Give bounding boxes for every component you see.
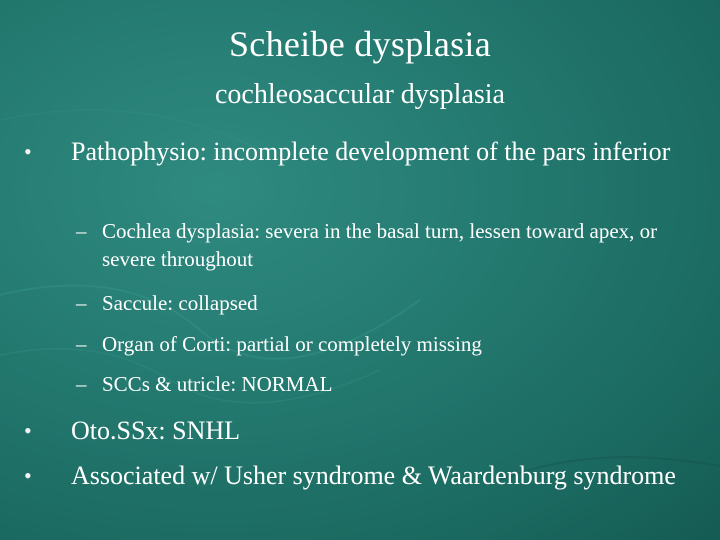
dash-marker: – <box>76 372 87 396</box>
bullet-marker: • <box>24 418 32 443</box>
bullet-otossx <box>24 414 704 447</box>
sub-bullet-saccule <box>76 289 706 317</box>
sub-bullet-cochlea <box>76 217 706 273</box>
sub-bullet-organ-of-corti <box>76 330 706 358</box>
sub-bullet-text: Organ of Corti: partial or completely missing <box>102 332 482 356</box>
bullet-marker: • <box>24 139 32 164</box>
dash-marker: – <box>76 332 87 356</box>
slide-title: Scheibe dysplasia <box>228 24 492 64</box>
dash-marker: – <box>76 291 87 315</box>
bullet-text: Associated w/ Usher syndrome & Waardenburg syndrome <box>71 461 676 490</box>
sub-bullet-text: SCCs & utricle: NORMAL <box>102 372 333 396</box>
bullet-text: Oto.SSx: SNHL <box>71 416 241 445</box>
bullet-marker: • <box>24 463 32 488</box>
dash-marker: – <box>76 219 87 243</box>
sub-bullet-sccs-utricle <box>76 370 706 398</box>
slide-subtitle: cochleosaccular dysplasia <box>215 79 505 110</box>
sub-bullet-text: Cochlea dysplasia: severa in the basal turn, lessen toward apex, or severe throughout <box>102 219 658 271</box>
bullet-text: Pathophysio: incomplete development of the pars inferior <box>71 137 671 166</box>
bullet-pathophysio <box>24 135 704 168</box>
bullet-associated <box>24 459 704 492</box>
sub-bullet-text: Saccule: collapsed <box>102 291 258 315</box>
